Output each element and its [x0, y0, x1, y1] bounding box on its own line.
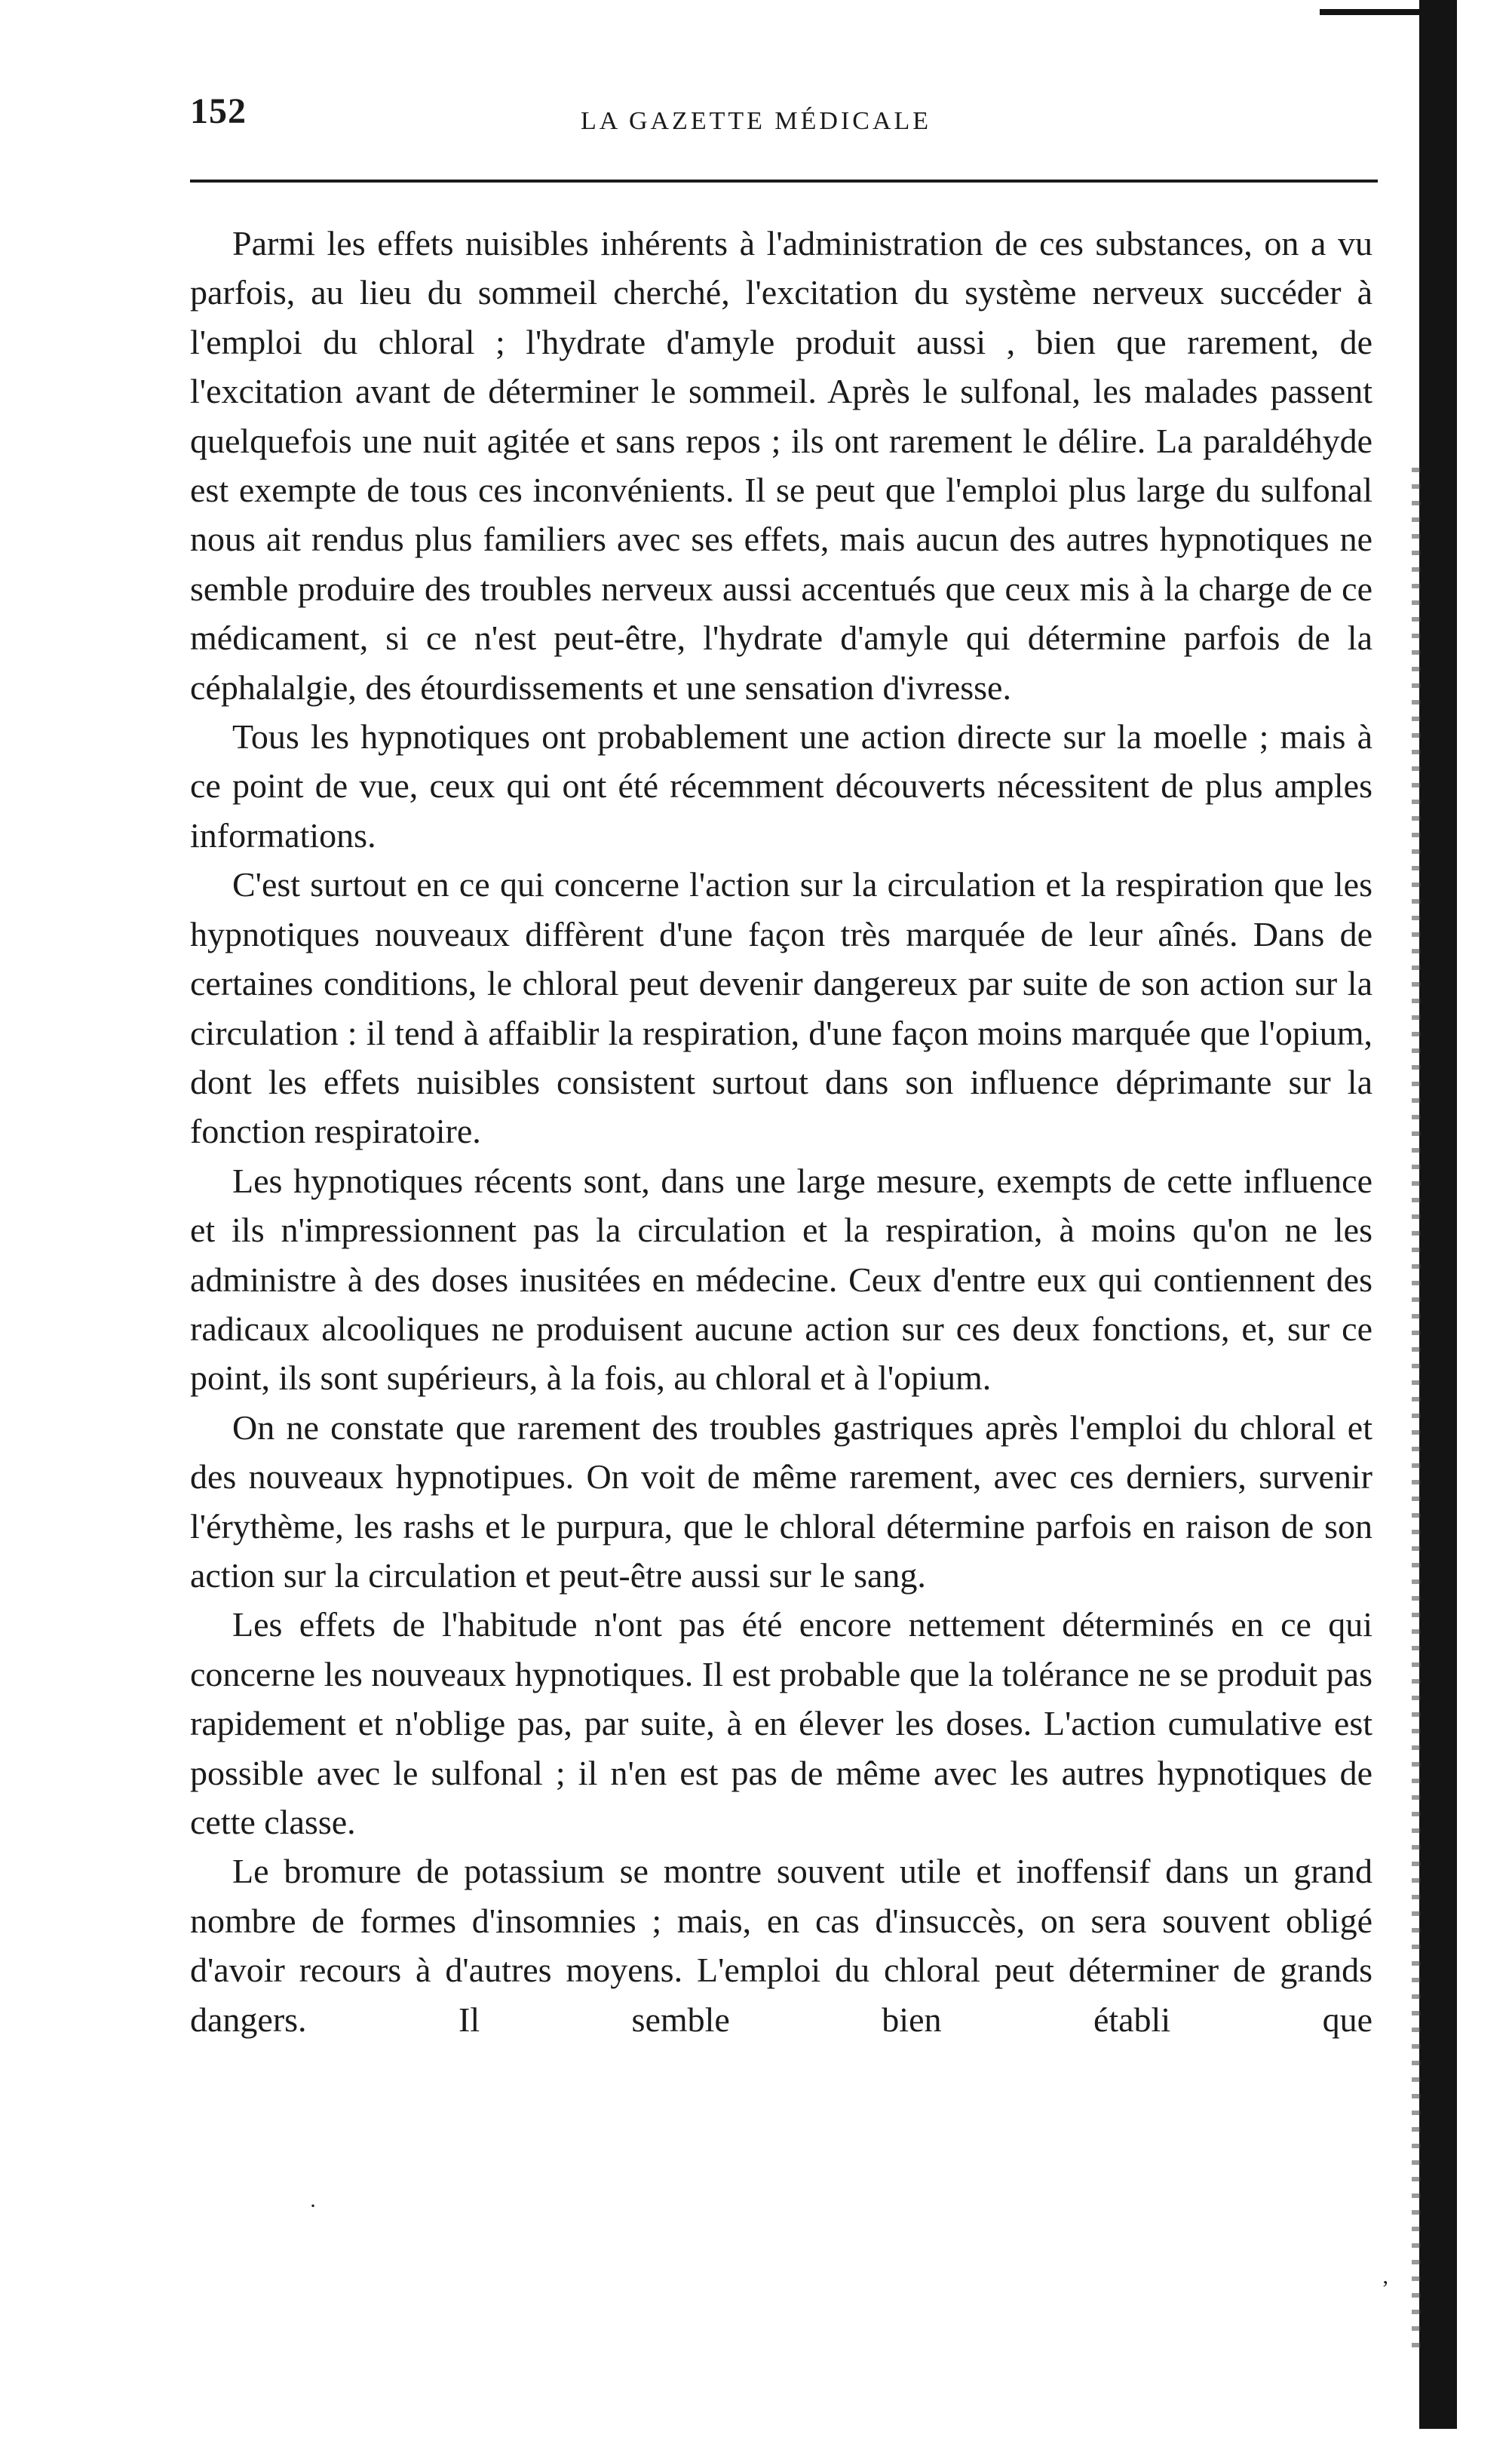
print-speck: ʼ: [1382, 2276, 1389, 2301]
page-number: 152: [190, 91, 247, 131]
paragraph-spinal-action: Tous les hypnotiques ont probablement une action directe sur la moelle ; mais à ce point de vue, ceux qui ont été récemment découverts nécessitent de plus amples informations.: [190, 717, 1372, 855]
body-text: [190, 219, 1372, 2044]
paragraph-potassium-bromide: Le bromure de potassium se montre souvent utile et inoffensif dans un grand nombre de formes d'insomnies ; mais, en cas d'insuccès, on sera souvent obligé d'avoir recours à d'autres moyens. L'emploi du chloral peut déterminer de grands dangers. Il semble bien établi que: [190, 1852, 1372, 2039]
paragraph-adverse-effects: Parmi les effets nuisibles inhérents à l'administration de ces substances, on a vu parfois, au lieu du sommeil cherché, l'excitation du système nerveux succéder à l'emploi du chloral ; l'hydrate d'amyle produit aussi , bien que rarement, de l'excitation avant de déterminer le sommeil. Après le sulfonal, les malades passent quelquefois une nuit agitée et sans repos ; ils ont rarement le délire. La paraldéhyde est exempte de tous ces inconvénients. Il se peut que l'emploi plus large du sulfonal nous ait rendus plus familiers avec ses effets, mais aucun des autres hypnotiques ne semble produire des troubles nerveux aussi accentués que ceux mis à la charge de ce médicament, si ce n'est peut-être, l'hydrate d'amyle qui détermine parfois de la céphalalgie, des étourdissements et une sensation d'ivresse.: [190, 224, 1372, 707]
paragraph-recent-hypnotics: Les hypnotiques récents sont, dans une large mesure, exempts de cette influence et ils n'impressionnent pas la circulation et la respiration, à moins qu'on ne les administre à des doses inusitées en médecine. Ceux d'entre eux qui contiennent des radicaux alcooliques ne produisent aucune action sur ces deux fonctions, et, sur ce point, ils sont supérieurs, à la fois, au chloral et à l'opium.: [190, 1161, 1372, 1398]
paragraph-circulation-respiration: C'est surtout en ce qui concerne l'action sur la circulation et la respiration que les hypnotiques nouveaux diffèrent d'une façon très marquée de leur aînés. Dans de certaines conditions, le chloral peut devenir dangereux par suite de son action sur la circulation : il tend à affaiblir la respiration, d'une façon moins marquée que l'opium, dont les effets nuisibles consistent surtout dans son influence déprimante sur la fonction respiratoire.: [190, 865, 1372, 1151]
paragraph-habituation: Les effets de l'habitude n'ont pas été encore nettement déterminés en ce qui concerne les nouveaux hypnotiques. Il est probable que la tolérance ne se produit pas rapidement et n'oblige pas, par suite, à en élever les doses. L'action cumulative est possible avec le sulfonal ; il n'en est pas de même avec les autres hypnotiques de cette classe.: [190, 1605, 1372, 1841]
print-speck: ·: [309, 2193, 317, 2218]
header-rule: [190, 180, 1378, 183]
binding-speckle: [1412, 468, 1421, 2353]
binding-edge: [1419, 0, 1457, 2429]
running-head: LA GAZETTE MÉDICALE: [581, 107, 932, 135]
paragraph-gastric-troubles: On ne constate que rarement des troubles gastriques après l'emploi du chloral et des nouveaux hypnotipues. On voit de même rarement, avec ces derniers, survenir l'érythème, les rashs et le purpura, que le chloral détermine parfois en raison de son action sur la circulation et peut-être aussi sur le sang.: [190, 1408, 1372, 1595]
